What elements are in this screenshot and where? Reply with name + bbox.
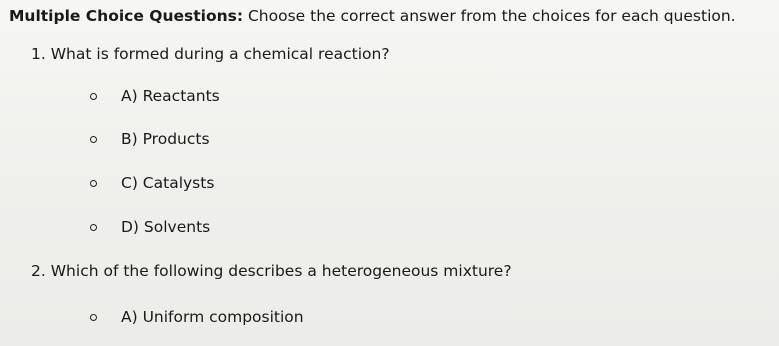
question-1 xyxy=(31,45,390,63)
choice-label: B) Products xyxy=(121,130,210,148)
radio-circle-icon[interactable] xyxy=(90,314,97,321)
choice-label: A) Uniform composition xyxy=(121,308,304,326)
radio-circle-icon[interactable] xyxy=(90,180,97,187)
question-1-number: 1. xyxy=(31,45,46,63)
question-1-text: What is formed during a chemical reaction? xyxy=(50,45,390,63)
question-1-choice-c[interactable] xyxy=(90,174,214,192)
choice-label: C) Catalysts xyxy=(121,174,215,192)
radio-circle-icon[interactable] xyxy=(90,224,97,231)
question-2-number: 2. xyxy=(31,262,46,280)
choice-label: A) Reactants xyxy=(121,87,220,105)
instructions-label: Multiple Choice Questions: xyxy=(9,7,244,25)
instructions-heading xyxy=(9,7,736,25)
radio-circle-icon[interactable] xyxy=(90,93,97,100)
question-2-text: Which of the following describes a heterogeneous mixture? xyxy=(50,262,512,280)
question-1-choice-b[interactable] xyxy=(90,130,210,148)
instructions-text: Choose the correct answer from the choices for each question. xyxy=(243,7,736,25)
question-1-choice-a[interactable] xyxy=(90,87,220,105)
radio-circle-icon[interactable] xyxy=(90,136,97,143)
choice-label: D) Solvents xyxy=(121,218,211,236)
question-2-choice-a[interactable] xyxy=(90,308,304,326)
question-2 xyxy=(31,262,512,280)
question-1-choice-d[interactable] xyxy=(90,218,210,236)
